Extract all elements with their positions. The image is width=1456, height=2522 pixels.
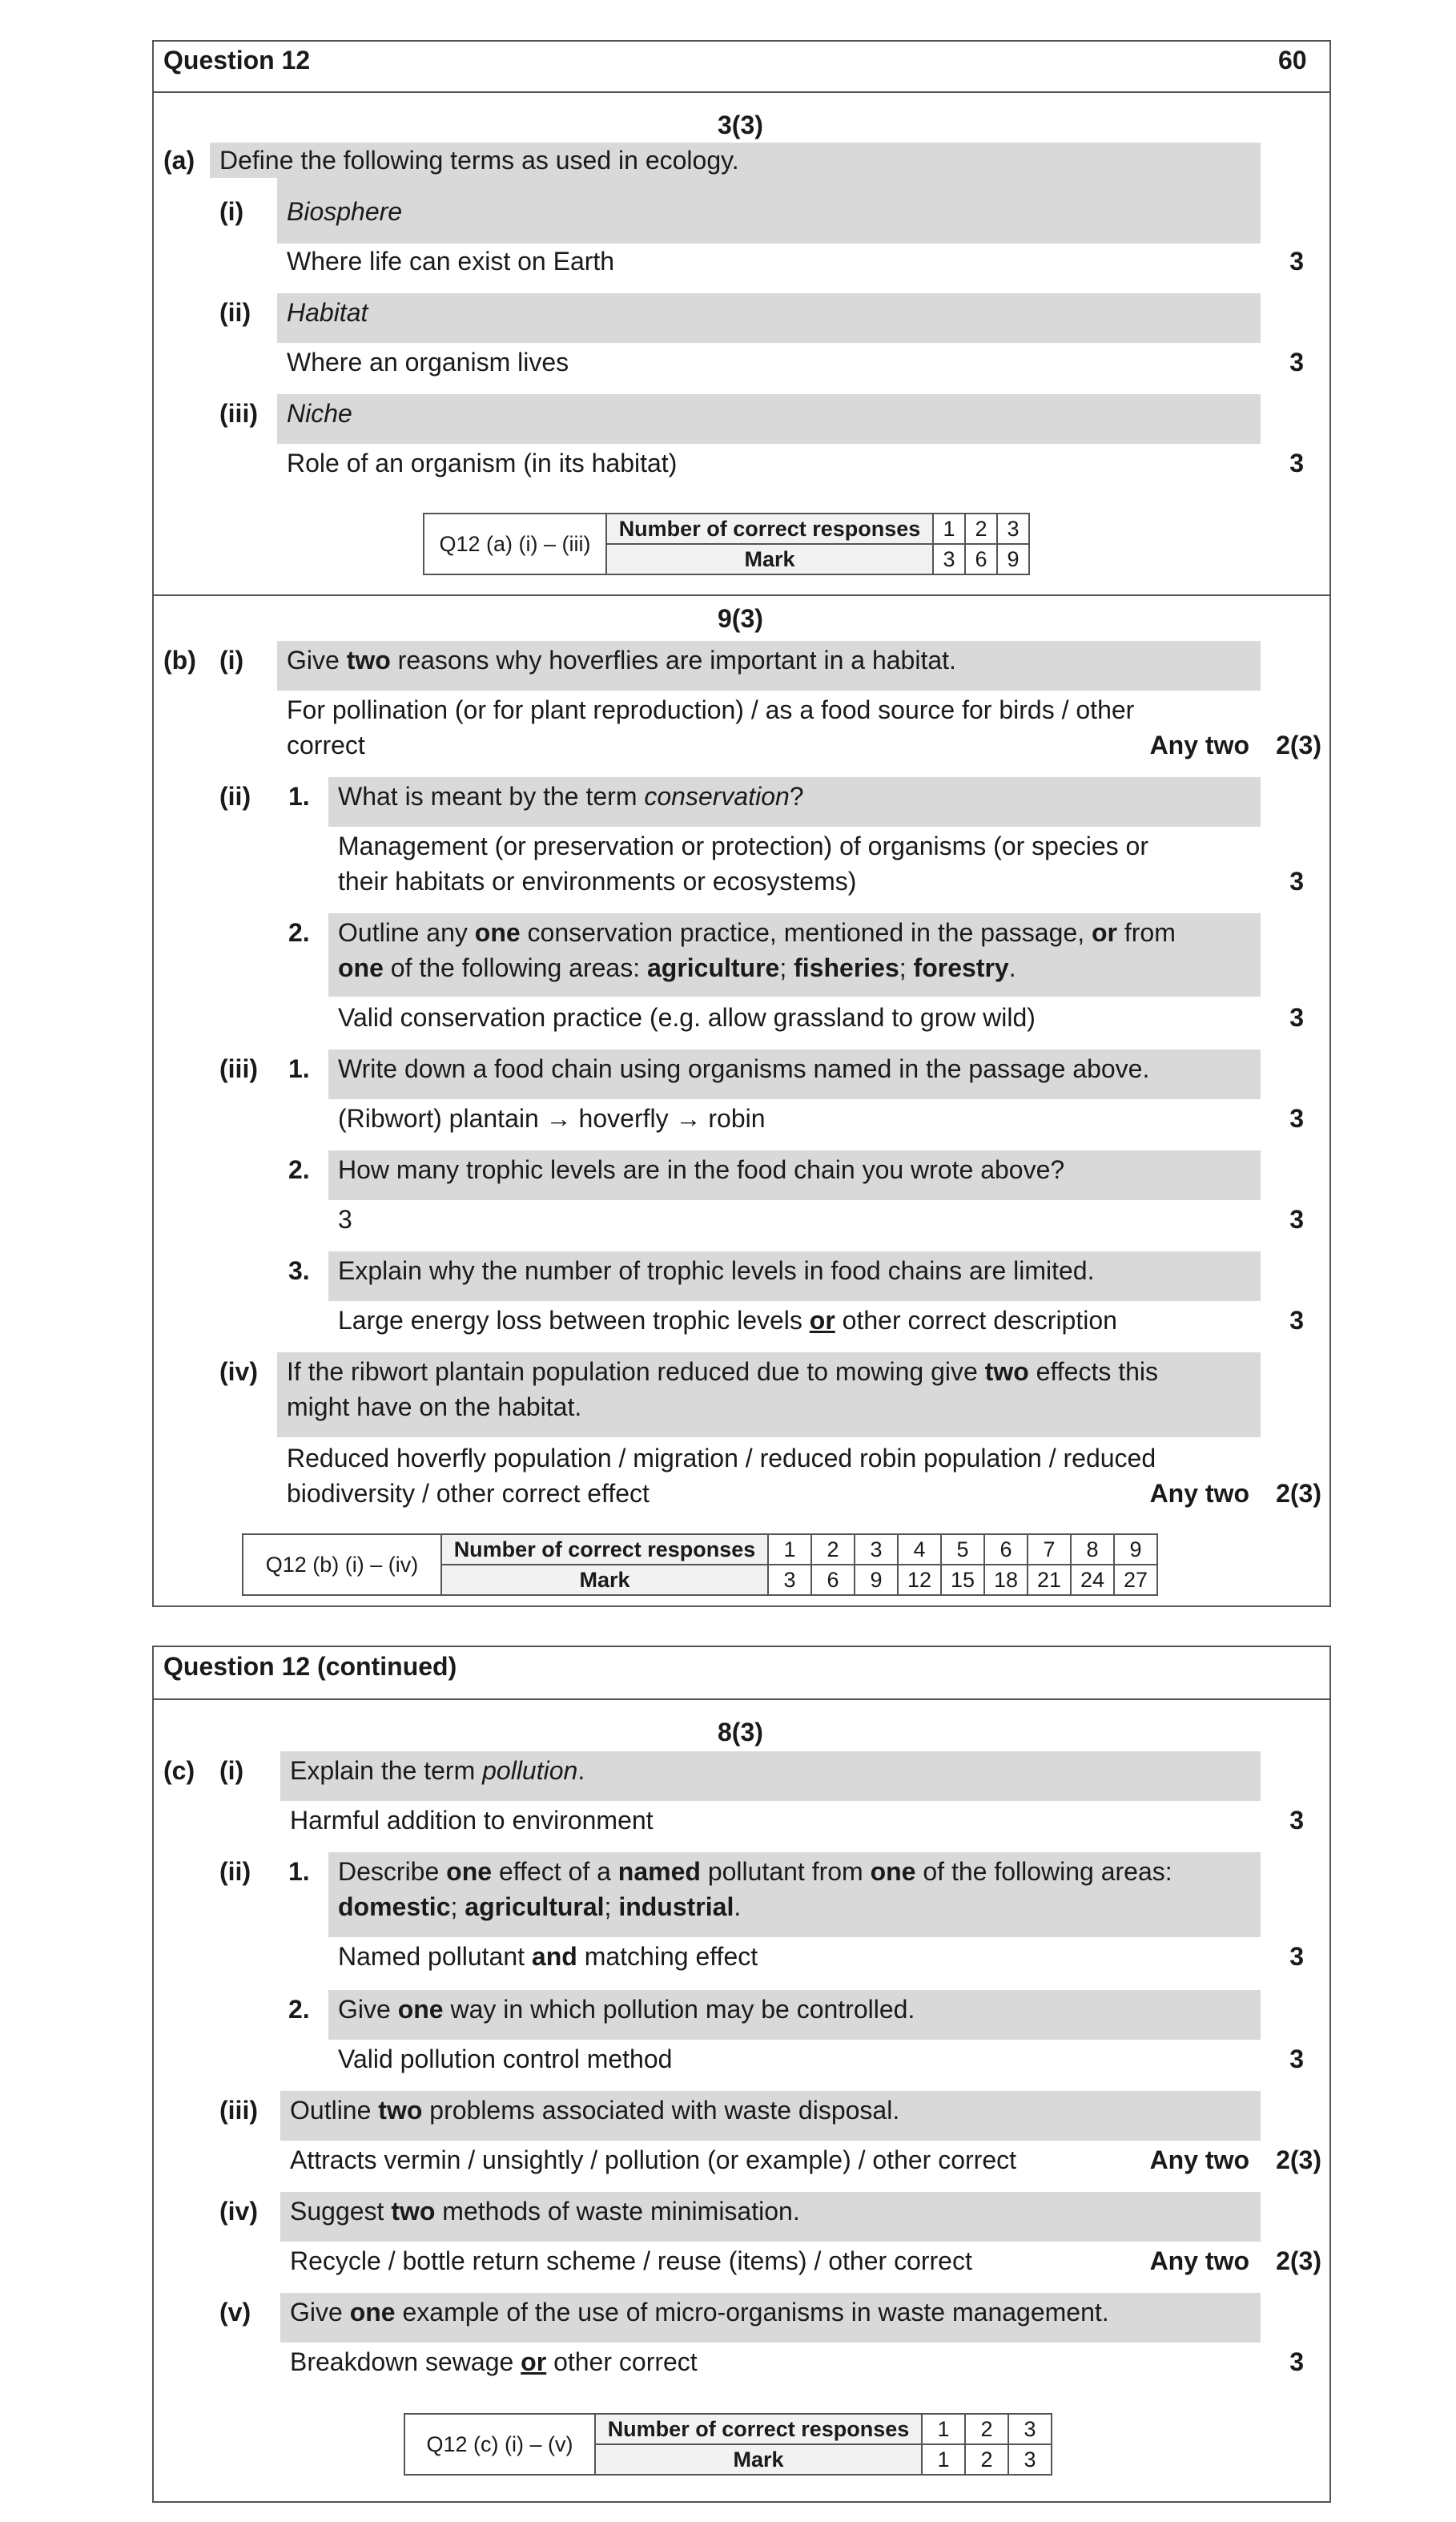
c-v-question: Give one example of the use of micro-organisms in waste management.: [290, 2298, 1109, 2327]
c-v-mark: 3: [1289, 2347, 1304, 2376]
a-ii-answer: Where an organism lives: [287, 348, 569, 377]
section-a-question: Define the following terms as used in ecology.: [219, 146, 739, 175]
a-i-number: (i): [219, 197, 244, 226]
c-ii-2-number: 2.: [288, 1995, 310, 2024]
c-ii-1-question-line1: Describe one effect of a named pollutant from one of the following areas:: [338, 1857, 1172, 1886]
b-i-answer-line1: For pollination (or for plant reproduction) / as a food source for birds / other: [287, 695, 1135, 724]
marks-table-b: [242, 1533, 1158, 1596]
table-cell: 7: [1028, 1534, 1071, 1565]
c-i-number: (i): [219, 1756, 244, 1785]
b-i-mark: 2(3): [1276, 731, 1321, 759]
b-iii-2-question: How many trophic levels are in the food chain you wrote above?: [338, 1155, 1065, 1184]
table-cell: 5: [941, 1534, 984, 1565]
c-v-number: (v): [219, 2298, 251, 2327]
a-iii-answer: Role of an organism (in its habitat): [287, 449, 678, 477]
table-cell: 18: [984, 1565, 1028, 1595]
c-iii-number: (iii): [219, 2096, 258, 2125]
c-i-question: Explain the term pollution.: [290, 1756, 585, 1785]
b-iii-1-mark: 3: [1289, 1104, 1304, 1133]
b-i-any-two: Any two: [1149, 731, 1249, 759]
b-iii-3-mark: 3: [1289, 1306, 1304, 1335]
section-b-total: 9(3): [718, 604, 763, 633]
table-cell: 3: [997, 514, 1029, 544]
a-iii-mark: 3: [1289, 449, 1304, 477]
table-cell: 9: [997, 544, 1029, 574]
table-cell: 3: [855, 1534, 898, 1565]
c-iv-any-two: Any two: [1149, 2246, 1249, 2275]
c-iv-answer: Recycle / bottle return scheme / reuse (items) / other correct: [290, 2246, 972, 2275]
c-ii-1-mark: 3: [1289, 1942, 1304, 1971]
table-cell: 12: [898, 1565, 941, 1595]
section-c-label: (c): [163, 1756, 195, 1785]
b-ii-1-answer-line2: their habitats or environments or ecosystems): [338, 867, 857, 896]
c-ii-2-mark: 3: [1289, 2045, 1304, 2073]
b-ii-1-answer-line1: Management (or preservation or protection) of organisms (or species or: [338, 832, 1148, 860]
a-ii-term: Habitat: [287, 298, 368, 327]
table-cell: 1: [933, 514, 965, 544]
c-i-answer: Harmful addition to environment: [290, 1806, 654, 1835]
b-iv-answer-line1: Reduced hoverfly population / migration / reduced robin population / reduced: [287, 1444, 1156, 1473]
table-cell: 1: [922, 2444, 965, 2475]
marks-table-a: [423, 513, 1030, 575]
section-a-label: (a): [163, 146, 195, 175]
c-iii-mark: 2(3): [1276, 2145, 1321, 2174]
b-iii-2-answer: 3: [338, 1205, 352, 1234]
question-title: Question 12: [163, 46, 311, 75]
a-ii-term-shade: [277, 293, 1261, 343]
c-v-answer: Breakdown sewage or other correct: [290, 2347, 698, 2376]
table-cell: 15: [941, 1565, 984, 1595]
table-cell: 2: [965, 2444, 1008, 2475]
b-iii-1-answer: (Ribwort) plantain → hoverfly → robin: [338, 1104, 766, 1133]
table-cell: 3: [1008, 2444, 1052, 2475]
table-cell: 1: [922, 2414, 965, 2444]
section-c-total: 8(3): [718, 1718, 763, 1746]
b-iii-2-number: 2.: [288, 1155, 310, 1184]
b-iv-answer-line2: biodiversity / other correct effect: [287, 1479, 650, 1508]
b-iii-3-number: 3.: [288, 1256, 310, 1285]
table-cell: 6: [984, 1534, 1028, 1565]
b-ii-number: (ii): [219, 782, 251, 811]
b-iv-any-two: Any two: [1149, 1479, 1249, 1508]
marks-table-a-responses-header: Number of correct responses: [606, 514, 933, 544]
b-iv-number: (iv): [219, 1357, 258, 1386]
b-iii-1-number: 1.: [288, 1054, 310, 1083]
a-ii-number: (ii): [219, 298, 251, 327]
marks-table-a-label: Q12 (a) (i) – (iii): [424, 514, 606, 574]
c-ii-1-question-line2: domestic; agricultural; industrial.: [338, 1892, 742, 1921]
c-iv-number: (iv): [219, 2197, 258, 2226]
a-iii-number: (iii): [219, 399, 258, 428]
c-i-mark: 3: [1289, 1806, 1304, 1835]
a-iii-term: Niche: [287, 399, 352, 428]
b-ii-1-mark: 3: [1289, 867, 1304, 896]
c-iv-mark: 2(3): [1276, 2246, 1321, 2275]
table-cell: 24: [1071, 1565, 1114, 1595]
header-divider: [152, 91, 1331, 93]
c-ii-2-question: Give one way in which pollution may be controlled.: [338, 1995, 915, 2024]
b-iii-3-question: Explain why the number of trophic levels in food chains are limited.: [338, 1256, 1095, 1285]
c-iii-question: Outline two problems associated with waste disposal.: [290, 2096, 900, 2125]
marks-table-b-mark-header: Mark: [441, 1565, 768, 1595]
a-ii-mark: 3: [1289, 348, 1304, 377]
b-iii-number: (iii): [219, 1054, 258, 1083]
c-ii-2-answer: Valid pollution control method: [338, 2045, 673, 2073]
b-iii-2-mark: 3: [1289, 1205, 1304, 1234]
c-ii-number: (ii): [219, 1857, 251, 1886]
marks-table-c: [404, 2413, 1052, 2476]
c-iii-any-two: Any two: [1149, 2145, 1249, 2174]
table-cell: 2: [965, 2414, 1008, 2444]
marks-table-c-label: Q12 (c) (i) – (v): [404, 2414, 595, 2475]
a-iii-term-shade: [277, 394, 1261, 444]
c-ii-1-number: 1.: [288, 1857, 310, 1886]
section-divider-a-b: [152, 594, 1331, 596]
table-cell: 6: [811, 1565, 855, 1595]
marks-table-b-responses-header: Number of correct responses: [441, 1534, 768, 1565]
b-ii-1-question: What is meant by the term conservation?: [338, 782, 804, 811]
a-i-term: Biosphere: [287, 197, 403, 226]
b-iii-3-answer: Large energy loss between trophic levels or other correct description: [338, 1306, 1117, 1335]
b-iv-mark: 2(3): [1276, 1479, 1321, 1508]
b-iv-question-line2: might have on the habitat.: [287, 1392, 582, 1421]
table-cell: 1: [768, 1534, 811, 1565]
b-i-question: Give two reasons why hoverflies are important in a habitat.: [287, 646, 956, 675]
a-i-answer: Where life can exist on Earth: [287, 247, 615, 276]
b-i-answer-line2: correct: [287, 731, 365, 759]
marks-table-a-mark-header: Mark: [606, 544, 933, 574]
table-cell: 3: [768, 1565, 811, 1595]
table-cell: 9: [1114, 1534, 1157, 1565]
c-ii-1-answer: Named pollutant and matching effect: [338, 1942, 758, 1971]
b-iv-question-line1: If the ribwort plantain population reduced due to mowing give two effects this: [287, 1357, 1159, 1386]
a-i-mark: 3: [1289, 247, 1304, 276]
continued-title: Question 12 (continued): [163, 1652, 457, 1681]
marks-table-c-responses-header: Number of correct responses: [595, 2414, 922, 2444]
b-ii-2-question-line1: Outline any one conservation practice, mentioned in the passage, or from: [338, 918, 1176, 947]
c-iv-question: Suggest two methods of waste minimisation.: [290, 2197, 800, 2226]
b-ii-1-number: 1.: [288, 782, 310, 811]
table-cell: 4: [898, 1534, 941, 1565]
table-cell: 2: [965, 514, 997, 544]
b-i-number: (i): [219, 646, 244, 675]
question-total-marks: 60: [1278, 46, 1307, 75]
table-cell: 6: [965, 544, 997, 574]
b-ii-2-question-line2: one of the following areas: agriculture; fisheries; forestry.: [338, 953, 1016, 982]
b-ii-2-mark: 3: [1289, 1003, 1304, 1032]
b-ii-2-answer: Valid conservation practice (e.g. allow grassland to grow wild): [338, 1003, 1036, 1032]
b-iii-1-question: Write down a food chain using organisms named in the passage above.: [338, 1054, 1150, 1083]
b-ii-2-number: 2.: [288, 918, 310, 947]
a-i-term-shade: [277, 178, 1261, 244]
table-cell: 27: [1114, 1565, 1157, 1595]
marks-table-c-mark-header: Mark: [595, 2444, 922, 2475]
section-a-total: 3(3): [718, 111, 763, 139]
marks-table-b-label: Q12 (b) (i) – (iv): [243, 1534, 441, 1595]
table-cell: 8: [1071, 1534, 1114, 1565]
table-cell: 3: [933, 544, 965, 574]
table-cell: 3: [1008, 2414, 1052, 2444]
section-b-label: (b): [163, 646, 196, 675]
c-iii-answer: Attracts vermin / unsightly / pollution (or example) / other correct: [290, 2145, 1017, 2174]
table-cell: 21: [1028, 1565, 1071, 1595]
table-cell: 2: [811, 1534, 855, 1565]
table-cell: 9: [855, 1565, 898, 1595]
continued-header-divider: [152, 1698, 1331, 1700]
